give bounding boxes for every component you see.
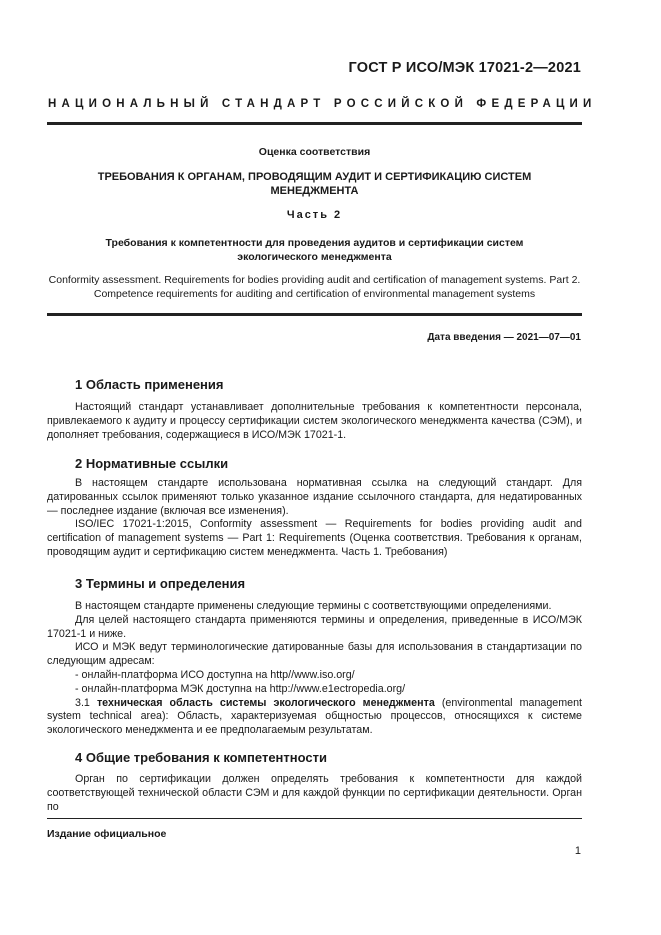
top-rule [47,122,582,125]
section-2-paragraph-1: В настоящем стандарте использована нормативная ссылка на следующий стандарт. Для датированных ссылок применяют только указанное издание ссылочного стандарта, для недатированных — последнее издание (включая все изменения). [47,477,582,517]
title-main: ТРЕБОВАНИЯ К ОРГАНАМ, ПРОВОДЯЩИМ АУДИТ И СЕРТИФИКАЦИЮ СИСТЕМ МЕНЕДЖМЕНТА [97,171,532,197]
title-bottom-rule [47,313,582,316]
section-3-link-iec: - онлайн-платформа МЭК доступна на http://www.e1ectropedia.org/ [75,682,406,695]
section-3-link-iso: - онлайн-платформа ИСО доступна на http//www.iso.org/ [75,668,355,681]
title-subtitle: Требования к компетентности для проведения аудитов и сертификации систем экологического менеджмента [105,237,524,263]
page-number: 1 [574,845,581,857]
official-edition-label: Издание официальное [47,828,167,840]
section-3-paragraph-3: ИСО и МЭК ведут терминологические датированные базы для использования в стандартизации по следующим адресам: [47,641,582,668]
footer-rule [47,818,582,819]
section-1-heading: 1 Область применения [75,377,224,392]
title-part: Часть 2 [286,209,343,221]
section-4-body [47,773,582,814]
section-2-paragraph-2: ISO/IEC 17021-1:2015, Conformity assessment — Requirements for bodies providing audit and certification of management systems — Part 1: Requirements (Оценка соответствия. Требования к органам, проводящим аудит и сертификацию систем менеджмента. Часть 1. Требования) [47,518,582,558]
section-1-paragraph: Настоящий стандарт устанавливает дополнительные требования к компетентности персонала, привлекаемого к аудиту и процессу сертификации систем экологического менеджмента качества (СЭМ), и дополняет требования, содержащиеся в ИСО/МЭК 17021-1. [47,401,582,441]
section-2-heading: 2 Нормативные ссылки [75,456,229,471]
gost-number: ГОСТ Р ИСО/МЭК 17021-2—2021 [348,60,581,76]
section-3-heading: 3 Термины и определения [75,576,246,591]
title-prefix: Оценка соответствия [258,146,371,158]
section-4-heading: 4 Общие требования к компетентности [75,750,327,765]
section-4-paragraph: Орган по сертификации должен определять требования к компетентности для каждой соответствующей технической области СЭМ и для каждой функции по сертификации деятельности. Орган по [47,773,582,813]
term-number: 3.1 [75,696,90,709]
introduction-date: Дата введения — 2021—07—01 [427,332,581,343]
term-name: техническая область системы экологического менеджмента [96,696,435,709]
title-english: Conformity assessment. Requirements for bodies providing audit and certification of management systems. Part 2. Competence requirements for auditing and certification of environmental management systems [48,274,581,300]
national-standard-banner: НАЦИОНАЛЬНЫЙ СТАНДАРТ РОССИЙСКОЙ ФЕДЕРАЦИИ [48,98,597,110]
section-3-paragraph-2: Для целей настоящего стандарта применяются термины и определения, приведенные в ИСО/МЭК 17021-1 и ниже. [47,613,582,640]
term-definition: (environmental management system technical area): Область, характеризуемая общностью процессов, относящихся к системе экологического менеджмента и ее предполагаемым результатам. [47,696,582,737]
section-1-body [47,401,582,442]
section-2-body [47,477,582,560]
section-3-body [47,600,582,738]
section-3-paragraph-1: В настоящем стандарте применены следующие термины с соответствующими определениями. [75,600,552,612]
term-3-1 [47,697,582,738]
